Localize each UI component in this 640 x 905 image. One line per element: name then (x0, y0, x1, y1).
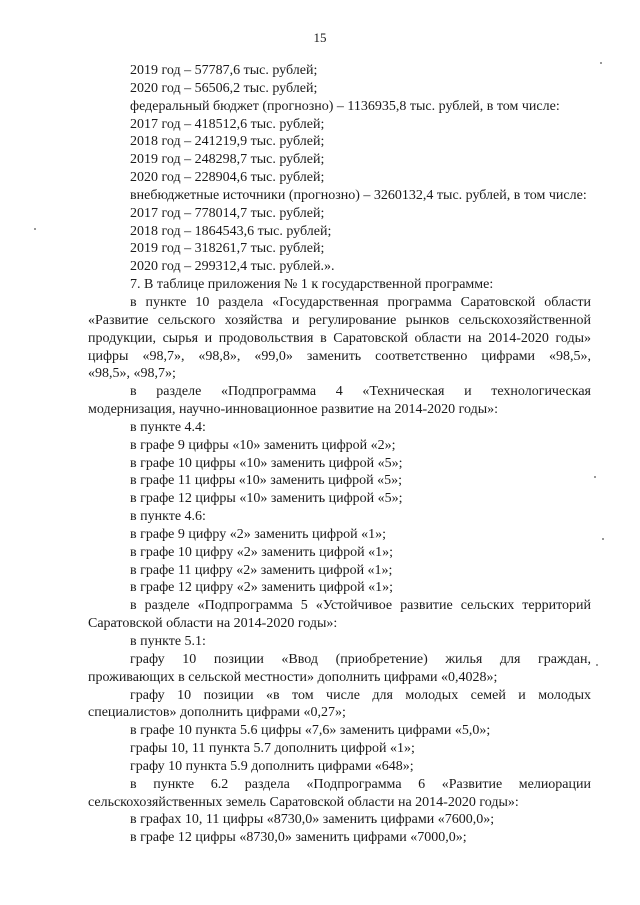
text-line: в графе 10 цифры «10» заменить цифрой «5»; (130, 455, 403, 471)
text-line: в пункте 10 раздела «Государственная программа Саратовской области (130, 294, 591, 310)
text-line: 2018 год – 241219,9 тыс. рублей; (130, 134, 325, 150)
text-line: модернизация, научно-инновационное развитие на 2014-2020 годы»: (88, 402, 499, 418)
text-line: федеральный бюджет (прогнозно) – 1136935,8 тыс. рублей, в том числе: (130, 98, 560, 114)
text-line: в графе 11 цифры «10» заменить цифрой «5»; (130, 473, 403, 489)
text-line: графы 10, 11 пункта 5.7 дополнить цифрой «1»; (130, 741, 415, 757)
text-line: 2019 год – 57787,6 тыс. рублей; (130, 63, 318, 78)
text-line: 2017 год – 778014,7 тыс. рублей; (130, 205, 325, 221)
text-line: 2020 год – 299312,4 тыс. рублей.». (130, 259, 335, 275)
page-number: 15 (313, 30, 327, 45)
text-line: 2019 год – 248298,7 тыс. рублей; (130, 152, 325, 168)
text-line: в графе 11 цифру «2» заменить цифрой «1»; (130, 562, 393, 578)
scan-speck (594, 476, 596, 478)
text-line: в графах 10, 11 цифры «8730,0» заменить цифрами «7600,0»; (130, 812, 495, 828)
text-line: «Развитие сельского хозяйства и регулирование рынков сельскохозяйственной (88, 312, 591, 328)
text-line: в графе 12 цифры «10» заменить цифрой «5»; (130, 491, 403, 507)
text-line: цифры «98,7», «98,8», «99,0» заменить соответственно цифрами «98,5», (88, 348, 591, 364)
text-line: в графе 12 цифры «8730,0» заменить цифрами «7000,0»; (130, 830, 467, 846)
document-body (88, 62, 591, 847)
text-line: в разделе «Подпрограмма 4 «Техническая и технологическая (130, 384, 591, 400)
text-line: 2017 год – 418512,6 тыс. рублей; (130, 116, 325, 132)
text-line: Саратовской области на 2014-2020 годы»: (88, 616, 338, 632)
text-line: в графе 9 цифру «2» заменить цифрой «1»; (130, 526, 386, 542)
text-line: в пункте 5.1: (130, 634, 206, 649)
text-line: в графе 10 цифру «2» заменить цифрой «1»; (130, 544, 393, 560)
text-line: «98,5», «98,7»; (88, 366, 176, 382)
text-line: графу 10 позиции «в том числе для молодых семей и молодых (130, 687, 591, 703)
text-line: 7. В таблице приложения № 1 к государственной программе: (130, 277, 494, 293)
scan-speck (34, 228, 36, 230)
text-line: 2020 год – 56506,2 тыс. рублей; (130, 80, 318, 96)
scan-speck (602, 538, 604, 540)
text-line: в пункте 4.6: (130, 509, 206, 525)
text-line: в графе 10 пункта 5.6 цифры «7,6» заменить цифрами «5,0»; (130, 723, 491, 739)
scan-speck (596, 664, 598, 666)
text-line: специалистов» дополнить цифрами «0,27»; (88, 705, 346, 721)
text-line: в графе 12 цифру «2» заменить цифрой «1»; (130, 580, 393, 596)
text-line: 2018 год – 1864543,6 тыс. рублей; (130, 223, 332, 239)
text-line: внебюджетные источники (прогнозно) – 3260132,4 тыс. рублей, в том числе: (130, 187, 587, 203)
text-line: проживающих в сельской местности» дополнить цифрами «0,4028»; (88, 669, 498, 685)
text-line: в разделе «Подпрограмма 5 «Устойчивое развитие сельских территорий (130, 598, 591, 614)
text-line: графу 10 позиции «Ввод (приобретение) жилья для граждан, (130, 651, 591, 667)
text-line: 2019 год – 318261,7 тыс. рублей; (130, 241, 325, 257)
text-line: в пункте 4.4: (130, 419, 206, 435)
scan-speck (600, 62, 602, 64)
text-line: продукции, сырья и продовольствия в Саратовской области на 2014-2020 годы» (88, 330, 591, 346)
text-line: 2020 год – 228904,6 тыс. рублей; (130, 170, 325, 186)
text-line: в пункте 6.2 раздела «Подпрограмма 6 «Развитие мелиорации (130, 776, 591, 792)
text-line: в графе 9 цифры «10» заменить цифрой «2»; (130, 437, 396, 453)
text-line: сельскохозяйственных земель Саратовской области на 2014-2020 годы»: (88, 794, 519, 810)
text-line: графу 10 пункта 5.9 дополнить цифрами «648»; (130, 758, 414, 774)
